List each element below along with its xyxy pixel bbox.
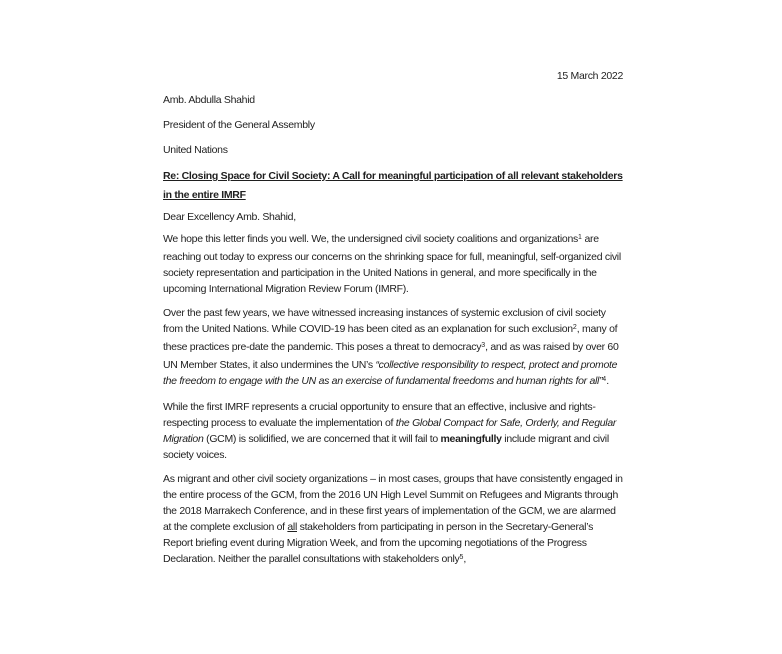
date-row (163, 68, 623, 80)
paragraph-text: (GCM) is solidified, we are concerned that it will fail to (203, 433, 441, 445)
footnote-ref-5: 5 (459, 553, 464, 561)
paragraph-text: . (606, 375, 609, 387)
footnote-ref-1: 1 (577, 233, 582, 241)
paragraph-text: While the first IMRF represents a crucial opportunity to ensure that an effective, inclusive and rights-respecting process to evaluate the implementation of (163, 401, 596, 429)
recipient-organization: United Nations (163, 144, 228, 156)
paragraph-4 (163, 471, 623, 569)
footnote-ref-4: 4 (602, 375, 607, 383)
paragraph-text: , many of these practices pre-date the pandemic. This poses a threat to democracy (163, 323, 618, 353)
paragraph-1 (163, 231, 623, 297)
recipient-title: President of the General Assembly (163, 119, 315, 131)
letter-content (163, 0, 623, 577)
underlined-word: all (287, 521, 297, 533)
paragraph-text: We hope this letter finds you well. We, the undersigned civil society coalitions and organizations (163, 233, 578, 245)
paragraph-text: are reaching out today to express our concerns on the shrinking space for full, meaningful, self-organized civil society representation and participation in the United Nations in general, and more specifically in the upcoming International Migration Review Forum (IMRF). (163, 233, 621, 295)
salutation: Dear Excellency Amb. Shahid, (163, 211, 296, 223)
letter-date: 15 March 2022 (556, 70, 623, 80)
italic-quote: “collective responsibility to respect, protect and promote the freedom to engage with the UN as an exercise of fundamental freedoms and human rights for all” (163, 359, 618, 387)
paragraph-2 (163, 305, 623, 391)
paragraph-text: stakeholders from participating in person in the Secretary-General’s Report briefing event during Migration Week, and from the upcoming negotiations of the Progress Declaration. Neither the parallel consultations with stakeholders only (163, 521, 594, 565)
paragraph-text: , (463, 553, 467, 565)
paragraph-text: include migrant and civil society voices. (163, 433, 609, 461)
paragraph-text: As migrant and other civil society organizations – in most cases, groups that have consistently engaged in the entire process of the GCM, from the 2016 UN High Level Summit on Refugees and Migrants through the 2018 Marrakech Conference, and in these first years of implementation of the GCM, we are alarmed at the complete exclusion of (163, 473, 623, 533)
paragraph-text: Over the past few years, we have witnessed increasing instances of systemic exclusion of civil society from the United Nations. While COVID-19 has been cited as an explanation for such exclusion (163, 307, 606, 335)
paragraph-text: , and as was raised by over 60 UN Member States, it also undermines the UN’s (163, 341, 619, 371)
recipient-name: Amb. Abdulla Shahid (163, 94, 255, 106)
footnote-ref-3: 3 (481, 341, 486, 349)
subject-line: Re: Closing Space for Civil Society: A Call for meaningful participation of all relevant stakeholders in the entire IMRF (163, 170, 623, 201)
italic-gcm-title: the Global Compact for Safe, Orderly, and Regular Migration (163, 417, 617, 445)
paragraph-3 (163, 399, 623, 463)
bold-emphasis: meaningfully (440, 433, 502, 445)
footnote-ref-2: 2 (572, 323, 577, 331)
